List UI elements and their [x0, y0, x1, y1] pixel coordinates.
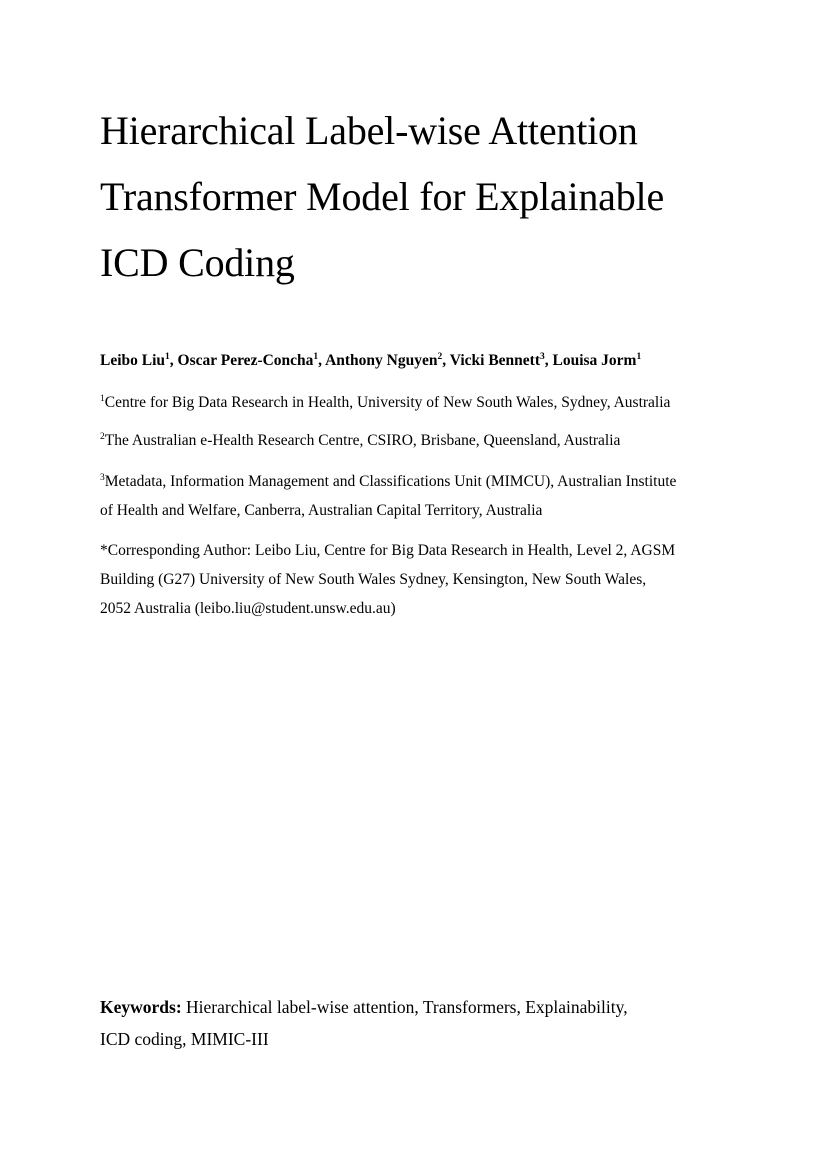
affiliation-mark: 1: [636, 352, 642, 362]
author-name: Oscar Perez-Concha: [177, 352, 314, 369]
affiliation-text: Metadata, Information Management and Classifications Unit (MIMCU), Australian Institute: [104, 473, 677, 490]
affiliation-3: [100, 467, 676, 525]
title-line: Transformer Model for Explainable: [100, 174, 665, 219]
affiliation-1: [100, 388, 670, 417]
affiliation-2: [100, 426, 620, 455]
affiliation-line: [100, 426, 620, 455]
author-name: Vicki Bennett: [449, 352, 540, 369]
affiliation-mark: 3: [540, 352, 545, 362]
corresponding-line: 2052 Australia (leibo.liu@student.unsw.edu.au): [100, 600, 396, 617]
affiliation-mark: 2: [100, 432, 105, 442]
keywords-line: [100, 991, 628, 1023]
corresponding-line: *Corresponding Author: Leibo Liu, Centre for Big Data Research in Health, Level 2, AGSM: [100, 542, 676, 559]
affiliation-mark: 2: [437, 352, 443, 362]
affiliation-text: of Health and Welfare, Canberra, Australian Capital Territory, Australia: [100, 502, 543, 519]
author-separator: ,: [442, 352, 450, 369]
title-line: ICD Coding: [100, 240, 295, 285]
affiliation-mark: 1: [100, 394, 105, 404]
author-name: Anthony Nguyen: [325, 352, 438, 369]
author-separator: ,: [318, 352, 326, 369]
affiliation-line: [100, 388, 670, 417]
paper-title: [100, 98, 740, 296]
corresponding-author: [100, 536, 675, 623]
keywords-label: Keywords:: [100, 997, 182, 1017]
affiliation-text: The Australian e-Health Research Centre, CSIRO, Brisbane, Queensland, Australia: [104, 432, 621, 449]
keywords-text: Hierarchical label-wise attention, Transformers, Explainability,: [181, 997, 628, 1017]
affiliation-text: Centre for Big Data Research in Health, University of New South Wales, Sydney, Australia: [104, 394, 671, 411]
keywords-section: [100, 991, 628, 1055]
affiliation-mark: 3: [100, 473, 105, 483]
affiliation-mark: 1: [313, 352, 319, 362]
author-separator: ,: [169, 352, 178, 369]
affiliation-mark: 1: [165, 352, 170, 362]
author-list: [100, 350, 641, 372]
affiliation-line: [100, 467, 676, 496]
author-name: Louisa Jorm: [552, 352, 637, 369]
keywords-text: ICD coding, MIMIC-III: [100, 1029, 269, 1049]
author-separator: ,: [544, 352, 553, 369]
title-line: Hierarchical Label-wise Attention: [100, 108, 638, 153]
author-name: Leibo Liu: [100, 352, 166, 369]
corresponding-line: Building (G27) University of New South Wales Sydney, Kensington, New South Wales,: [100, 571, 647, 588]
